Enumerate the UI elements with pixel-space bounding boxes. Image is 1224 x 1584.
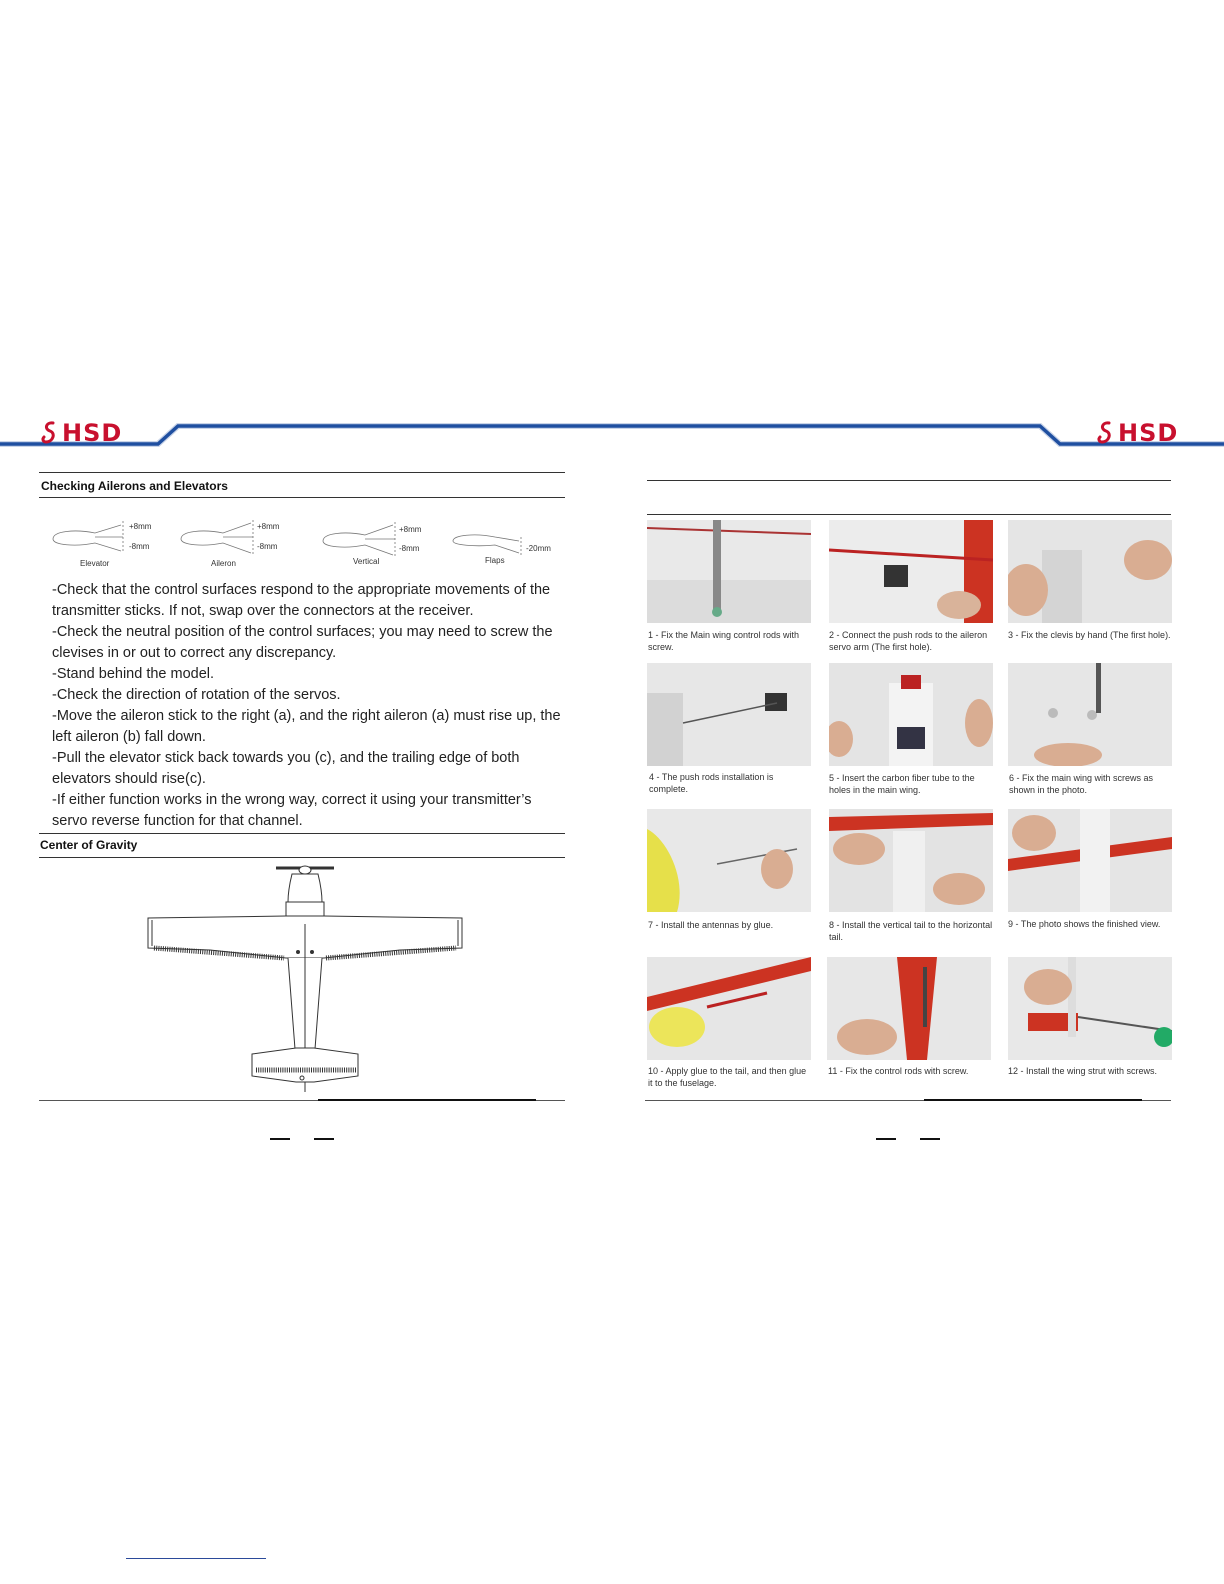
section-title-cog: Center of Gravity [40,838,138,852]
step-2-photo [829,520,993,623]
step-8-caption: 8 - Install the vertical tail to the horizontal tail. [829,920,993,942]
brand-logo-right [1096,418,1178,448]
step-1-photo [647,520,811,623]
page-number-mark [270,1138,290,1140]
step-11-caption: 11 - Fix the control rods with screw. [828,1066,969,1076]
vertical-up-label: +8mm [399,525,422,534]
section-title-checking: Checking Ailerons and Elevators [41,479,228,493]
divider [318,1099,536,1101]
step-9-photo [1008,809,1172,912]
divider [647,514,1171,515]
paragraph: -Check that the control surfaces respond to the appropriate movements of the transmitter sticks. If not, swap over the connectors at the receiver. [52,582,551,619]
divider [924,1099,1142,1101]
paragraph: -Pull the elevator stick back towards you (c), and the trailing edge of both elevators should rise(c). [52,750,520,787]
step-11-photo [827,957,991,1060]
step-1-caption: 1 - Fix the Main wing control rods with screw. [648,630,800,652]
page-number-mark [876,1138,896,1140]
elevator-up-label: +8mm [129,522,152,531]
flaps-down-label: -20mm [526,544,551,553]
airplane-top-view-diagram [140,862,470,1102]
divider [647,480,1171,481]
page-number-mark [314,1138,334,1140]
step-3-photo [1008,520,1172,623]
paragraph: -If either function works in the wrong way, correct it using your transmitter’s servo reverse function for that channel. [52,792,532,829]
instructions-text [52,580,562,832]
step-4-photo [647,663,811,766]
step-5-caption: 5 - Insert the carbon fiber tube to the holes in the main wing. [829,773,975,795]
step-6-photo [1008,663,1172,766]
vertical-down-label: -8mm [399,544,420,553]
hsd-logo-icon [1096,420,1114,446]
brand-logo-left [40,418,122,448]
divider [39,472,565,473]
logo-text: HSD [62,419,123,447]
elevator-down-label: -8mm [129,542,150,551]
divider [39,497,565,498]
step-8-photo [829,809,993,912]
step-4-caption: 4 - The push rods installation is complete. [649,772,774,794]
paragraph: -Move the aileron stick to the right (a), and the right aileron (a) must rise up, the left aileron (b) fall down. [52,708,561,745]
vertical-label: Vertical [353,557,380,566]
step-2-caption: 2 - Connect the push rods to the aileron servo arm (The first hole). [829,630,988,652]
flaps-label: Flaps [485,556,505,565]
step-5-photo [829,663,993,766]
aileron-up-label: +8mm [257,522,280,531]
step-7-caption: 7 - Install the antennas by glue. [648,920,774,930]
step-10-photo [647,957,811,1060]
page-number-mark [920,1138,940,1140]
logo-text: HSD [1118,419,1179,447]
paragraph: -Stand behind the model. [52,666,215,682]
step-10-caption: 10 - Apply glue to the tail, and then glue it to the fuselage. [648,1066,807,1088]
step-3-caption: 3 - Fix the clevis by hand (The first hole). [1008,630,1171,640]
hsd-logo-icon [40,420,58,446]
aileron-down-label: -8mm [257,542,278,551]
elevator-label: Elevator [80,559,110,568]
paragraph: -Check the neutral position of the control surfaces; you may need to screw the clevises in or out to correct any discrepancy. [52,624,553,661]
paragraph: -Check the direction of rotation of the servos. [52,687,341,703]
step-12-photo [1008,957,1172,1060]
step-7-photo [647,809,811,912]
aileron-label: Aileron [211,559,236,568]
step-9-caption: 9 - The photo shows the finished view. [1008,919,1161,929]
step-12-caption: 12 - Install the wing strut with screws. [1008,1066,1158,1076]
step-6-caption: 6 - Fix the main wing with screws as shown in the photo. [1009,773,1154,795]
header-band [0,420,1224,452]
divider [126,1558,266,1559]
divider [39,833,565,834]
divider [39,857,565,858]
